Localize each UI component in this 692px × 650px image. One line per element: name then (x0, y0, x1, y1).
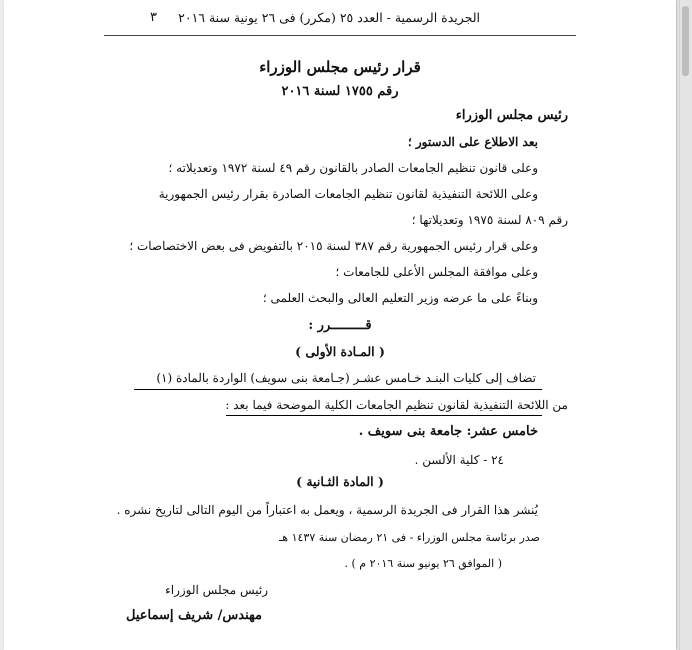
corresponding-date: ( الموافق ٢٦ يونيو سنة ٢٠١٦ م ) . (344, 557, 502, 570)
signature-name: مهندس/ شريف إسماعيل (125, 608, 262, 623)
vertical-scrollbar[interactable] (679, 0, 692, 650)
signature-title: رئيس مجلس الوزراء (165, 583, 268, 597)
document-page (4, 0, 676, 650)
article1-line: تضاف إلى كليات البنـد خـامس عشـر (جـامعة بنى سويف) الواردة بالمادة (١) (156, 371, 536, 385)
preamble-line: وعلى اللائحة التنفيذية لقانون تنظيم الجامعات الصادرة بقرار رئيس الجمهورية (158, 187, 538, 201)
highlight-underline (134, 389, 542, 390)
article2-title: ( المادة الثـانية ) (296, 474, 384, 489)
decree-title: قرار رئيس مجلس الوزراء (259, 58, 421, 76)
preamble-line: وعلى قانون تنظيم الجامعات الصادر بالقانون رقم ٤٩ لسنة ١٩٧٢ وتعديلاته ؛ (168, 161, 538, 175)
header-divider (104, 35, 576, 36)
page-number: ٣ (150, 10, 157, 25)
decree-number: رقم ١٧٥٥ لسنة ٢٠١٦ (281, 84, 399, 99)
section-heading: خامس عشر: جامعة بنى سويف . (358, 424, 538, 439)
preamble-line: وعلى موافقة المجلس الأعلى للجامعات ؛ (335, 265, 538, 279)
article1-line: من اللائحة التنفيذية لقانون تنظيم الجامعات الكلية الموضحة فيما بعد : (225, 398, 568, 412)
article2-text: يُنشر هذا القرار فى الجريدة الرسمية ، ويعمل به اعتباراً من اليوم التالى لتاريخ نشره . (116, 503, 538, 517)
preamble-line: وبناءً على ما عرضه وزير التعليم العالى والبحث العلمى ؛ (262, 291, 538, 305)
decided-heading: قـــــــــرر : (308, 318, 372, 333)
issued-line: صدر برئاسة مجلس الوزراء - فى ٢١ رمضان سنة ١٤٣٧ هـ (279, 531, 540, 544)
journal-header: الجريدة الرسمية - العدد ٢٥ (مكرر) فى ٢٦ يونية سنة ٢٠١٦ (178, 10, 480, 25)
preamble-line: رقم ٨٠٩ لسنة ١٩٧٥ وتعديلاتها ؛ (411, 213, 568, 227)
issuer-heading: رئيس مجلس الوزراء (455, 108, 568, 123)
preamble-line: بعد الاطلاع على الدستور ؛ (407, 135, 538, 149)
scrollbar-thumb[interactable] (682, 6, 689, 76)
article1-title: ( المـادة الأولى ) (295, 344, 385, 359)
faculty-item: ٢٤ - كلية الألسن . (414, 453, 504, 467)
preamble-line: وعلى قرار رئيس الجمهورية رقم ٣٨٧ لسنة ٢٠١٥ بالتفويض فى بعض الاختصاصات ؛ (129, 239, 538, 253)
highlight-underline (226, 415, 542, 416)
